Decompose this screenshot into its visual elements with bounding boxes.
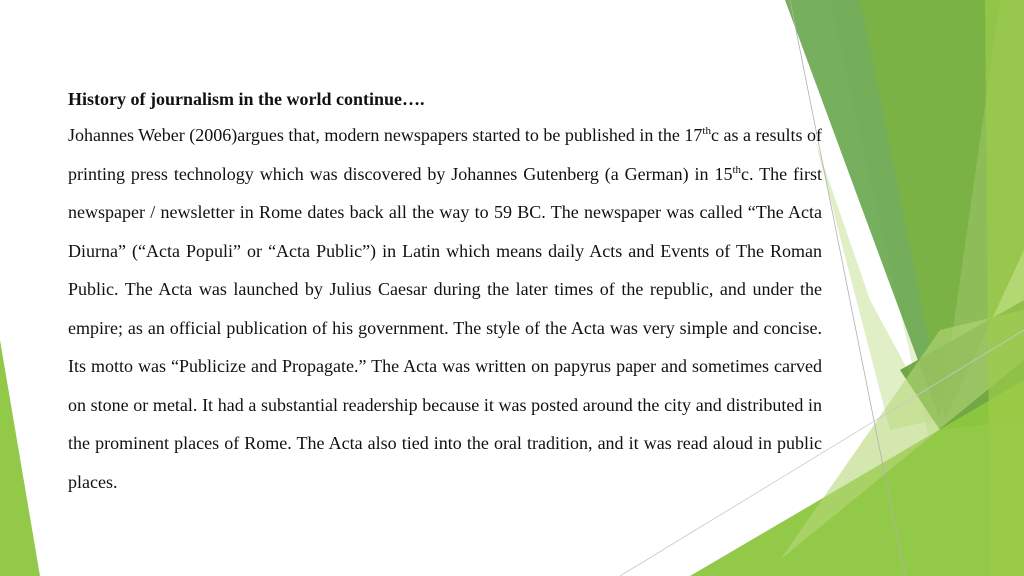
text-segment-3: c. The first newspaper / newsletter in Rome dates back all the way to 59 BC. The newspaper was called “The Acta Diurna” (“Acta Populi” or “Acta Public”) in Latin which means daily Acts and Events of The Roman Public. The Acta was launched by Julius Caesar during the later times of the republic, and under the empire; as an official publication of his government. The style of the Acta was very simple and concise. Its motto was “Publicize and Propagate.” The Acta was written on papyrus paper and sometimes carved on stone or metal. It had a substantial readership because it was posted around the city and distributed in the prominent places of Rome. The Acta also tied into the oral tradition, and it was read aloud in public places. (68, 163, 822, 492)
body-paragraph (68, 116, 822, 501)
slide-title: History of journalism in the world continue…. (68, 89, 425, 109)
facet-right-strip (985, 0, 1024, 576)
superscript-th-2: th (732, 163, 742, 176)
left-green-sliver (0, 340, 40, 576)
slide-content (68, 82, 822, 501)
text-segment-1: Johannes Weber (2006)argues that, modern newspapers started to be published in the 17 (68, 125, 703, 145)
superscript-th-1: th (702, 125, 711, 137)
text-segment-2: c as a results of printing press technology which was discovered by Johannes Gutenberg (a German) in 15 (68, 125, 822, 184)
